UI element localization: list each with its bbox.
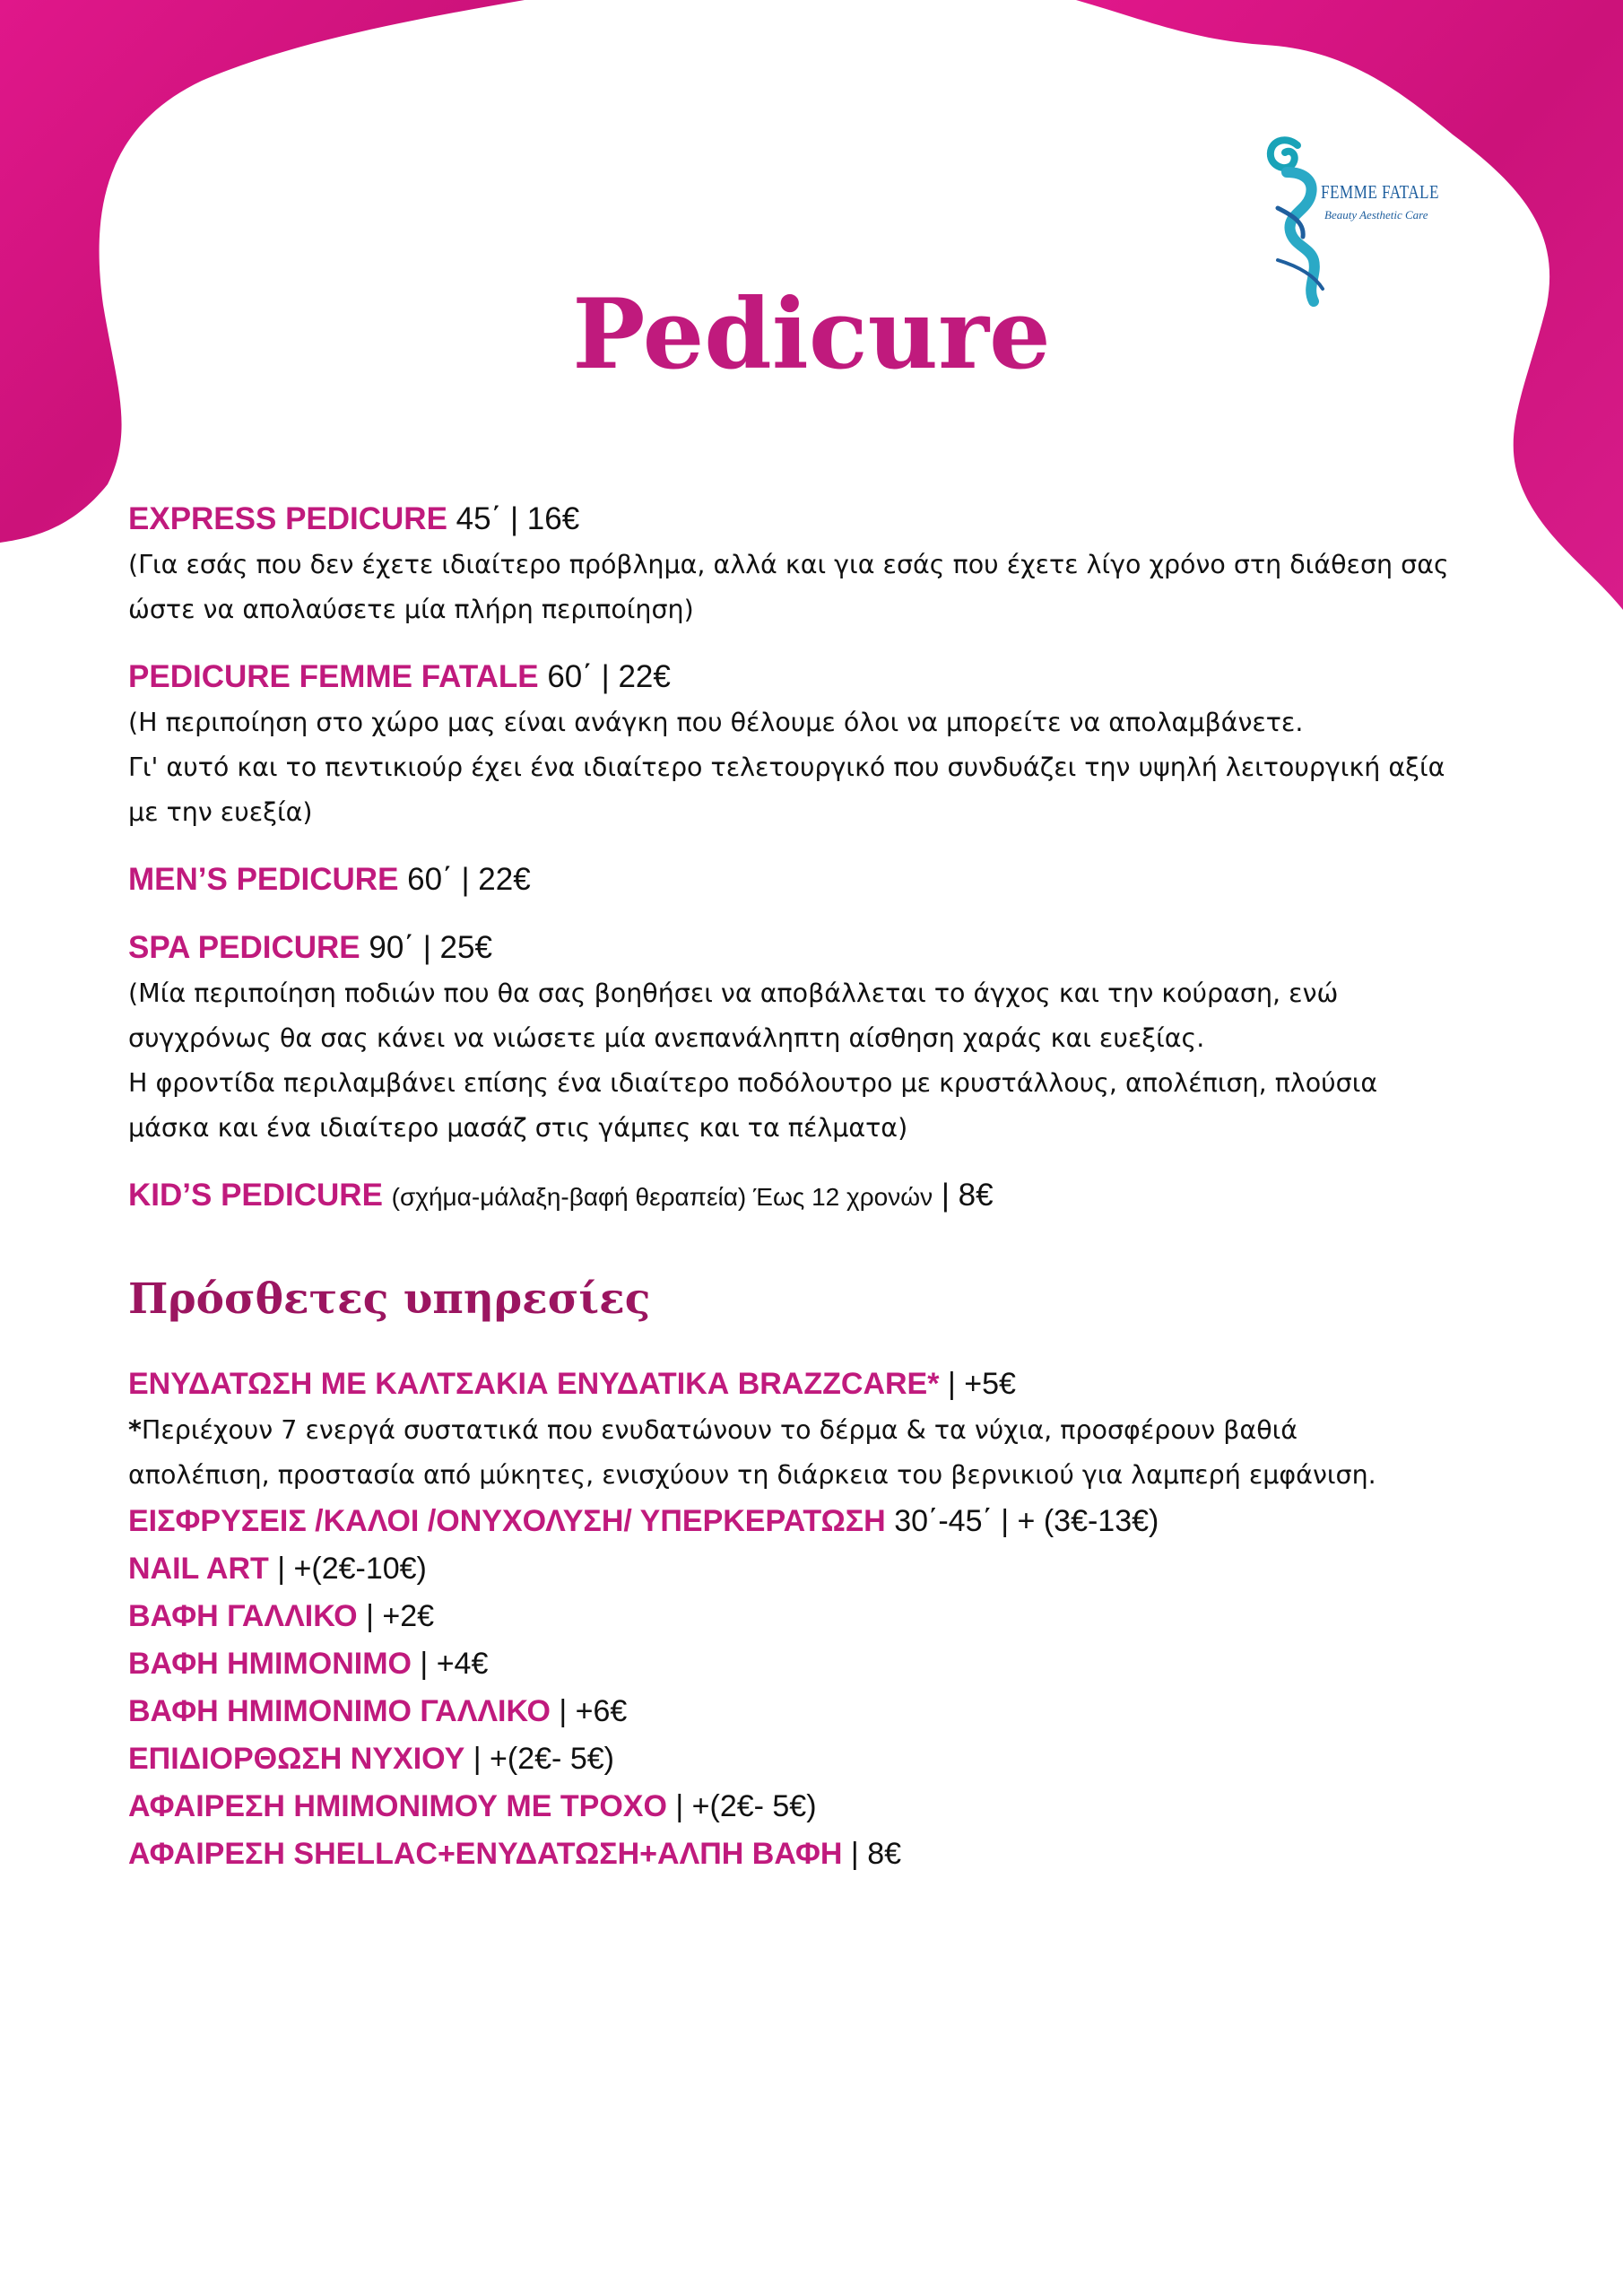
logo-tagline: Beauty Aesthetic Care (1324, 208, 1428, 222)
addon-price: | +2€ (366, 1599, 435, 1633)
service-name: EXPRESS PEDICURE (128, 501, 447, 536)
addon-note (128, 1408, 1527, 1453)
addon-line (128, 1783, 1527, 1831)
service-description: Η φροντίδα περιλαμβάνει επίσης ένα ιδιαίτερο ποδόλουτρο με κρυστάλλους, απολέπιση, πλούσια (128, 1068, 1378, 1098)
service-name: KID’S PEDICURE (128, 1178, 383, 1213)
addon-hydration (128, 1361, 1527, 1498)
service-description: συγχρόνως θα σας κάνει να νιώσετε μία ανεπανάληπτη αίσθηση χαράς και ευεξίας. (128, 1023, 1205, 1053)
price-list (128, 496, 1527, 1878)
service-mens (128, 857, 1527, 903)
service-description: (Για εσάς που δεν έχετε ιδιαίτερο πρόβλημα, αλλά και για εσάς που έχετε λίγο χρόνο στη διάθεση σας (128, 550, 1449, 579)
addon-price: | +(2€- 5€) (473, 1742, 614, 1776)
left-blob (0, 0, 525, 543)
addon-line (128, 1640, 1527, 1688)
addon-name: ΑΦΑΙΡΕΣΗ SHELLAC+ΕΝΥΔΑΤΩΣΗ+ΑΛΠΗ ΒΑΦΗ (128, 1837, 843, 1871)
additional-services-title: Πρόσθετες υπηρεσίες (128, 1274, 651, 1324)
page-title: Pedicure (572, 278, 1051, 391)
service-price: 60΄ | 22€ (547, 659, 671, 694)
service-description: μάσκα και ένα ιδιαίτερο μασάζ στις γάμπες και τα πέλματα) (128, 1113, 908, 1143)
service-spa (128, 925, 1527, 1151)
addon-price: | +(2€- 5€) (675, 1789, 817, 1823)
service-line (128, 857, 1527, 903)
addon-price: | +5€ (947, 1367, 1016, 1401)
service-name: PEDICURE FEMME FATALE (128, 659, 539, 694)
addon-name: ΒΑΦΗ ΗΜΙΜΟΝΙΜΟ ΓΑΛΛΙΚΟ (128, 1694, 551, 1728)
service-price: 60΄ | 22€ (407, 862, 531, 897)
addon-line (128, 1498, 1527, 1545)
addon-note: απολέπιση, προστασία από μύκητες, ενισχύουν τη διάρκεια του βερνικιού για λαμπερή εμφάνιση. (128, 1460, 1376, 1490)
addon-name: ΕΠΙΔΙΟΡΘΩΣΗ ΝΥΧΙΟΥ (128, 1742, 465, 1776)
addon-line (128, 1593, 1527, 1640)
service-line (128, 496, 1527, 543)
addon-line (128, 1688, 1527, 1735)
service-express (128, 496, 1527, 632)
addon-name: ΕΝΥΔΑΤΩΣΗ ΜΕ ΚΑΛΤΣΑΚΙΑ ΕΝΥΔΑΤΙΚΑ BRAZZCARE* (128, 1367, 940, 1401)
service-line (128, 925, 1527, 971)
footnote-star: * (128, 1415, 142, 1445)
service-line (128, 1172, 1527, 1221)
service-name: SPA PEDICURE (128, 930, 360, 965)
service-price: | 8€ (941, 1178, 994, 1213)
service-price: 90΄ | 25€ (369, 930, 492, 965)
addon-list (128, 1498, 1527, 1878)
addon-line (128, 1361, 1527, 1408)
addon-name: ΒΑΦΗ ΓΑΛΛΙΚΟ (128, 1599, 358, 1633)
addon-note-text: Περιέχουν 7 ενεργά συστατικά που ενυδατώνουν το δέρμα & τα νύχια, προσφέρουν βαθιά (141, 1415, 1298, 1445)
service-name: MEN’S PEDICURE (128, 862, 399, 897)
service-description: Γι' αυτό και το πεντικιούρ έχει ένα ιδιαίτερο τελετουργικό που συνδυάζει την υψηλή λειτουργική αξία (128, 752, 1445, 782)
addon-line (128, 1735, 1527, 1783)
service-extra: (σχήμα-μάλαξη-βαφή θεραπεία) Έως 12 χρονών (391, 1183, 933, 1211)
addon-price: 30΄-45΄ | + (3€-13€) (894, 1504, 1159, 1538)
service-description: (Η περιποίηση στο χώρο μας είναι ανάγκη που θέλουμε όλοι να μπορείτε να απολαμβάνετε. (128, 708, 1304, 737)
addon-price: | +4€ (420, 1647, 489, 1681)
service-line (128, 654, 1527, 700)
service-kids (128, 1172, 1527, 1221)
addon-name: ΕΙΣΦΡΥΣΕΙΣ /ΚΑΛΟΙ /ΟΝΥΧΟΛΥΣΗ/ ΥΠΕΡΚΕΡΑΤΩΣΗ (128, 1504, 886, 1538)
addon-name: NAIL ART (128, 1552, 269, 1586)
service-price: 45΄ | 16€ (456, 501, 580, 536)
logo-wordmark: FEMME FATALE (1321, 181, 1439, 203)
service-description: ώστε να απολαύσετε μία πλήρη περιποίηση) (128, 595, 694, 624)
service-femme-fatale (128, 654, 1527, 835)
addon-name: ΑΦΑΙΡΕΣΗ ΗΜΙΜΟΝΙΜΟΥ ΜΕ ΤΡΟΧΟ (128, 1789, 667, 1823)
service-description: (Μία περιποίηση ποδιών που θα σας βοηθήσει να αποβάλλεται το άγχος και την κούραση, ενώ (128, 978, 1339, 1008)
addon-price: | 8€ (850, 1837, 902, 1871)
addon-name: ΒΑΦΗ ΗΜΙΜΟΝΙΜΟ (128, 1647, 412, 1681)
addon-price: | +6€ (559, 1694, 628, 1728)
addon-price: | +(2€-10€) (277, 1552, 427, 1586)
addon-line (128, 1545, 1527, 1593)
service-description: με την ευεξία) (128, 797, 313, 827)
addon-line (128, 1831, 1527, 1878)
